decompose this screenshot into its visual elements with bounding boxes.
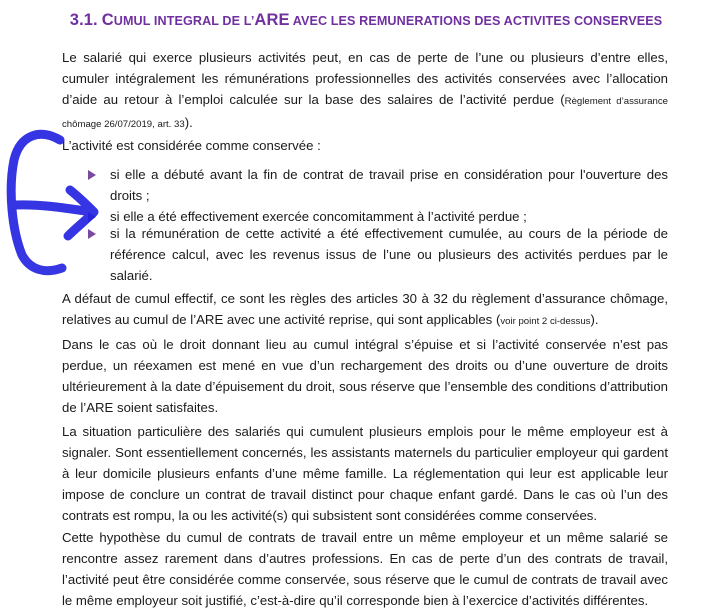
- section-title-part: UMUL INTEGRAL DE L’: [113, 14, 255, 28]
- bullet-arrow-icon: [88, 229, 96, 239]
- bracket-stroke: [11, 134, 62, 270]
- paragraph-6: Cette hypothèse du cumul de contrats de travail entre un même employeur et un même salarié se rencontre assez rarement dans d’autres professions. En cas de perte d’un des contrats de travail, l’activité peut être considérée comme conservée, sous réserve que le cumul de contrats de travail avec le même employeur soit justifié, c’est-à-dire qu’il corresponde bien à l’exercice d’activités différentes.: [62, 530, 668, 608]
- paragraph-3-reference: voir point 2 ci-dessus: [500, 316, 591, 327]
- section-title-part: AVEC LES REMUNERATIONS DES ACTIVITES CONSERVEES: [289, 14, 663, 28]
- paragraph-3-text: A défaut de cumul effectif, ce sont les règles des articles 30 à 32 du règlement d’assurance chômage, relatives au cumul de l’ARE avec une activité reprise, qui sont applicables (: [62, 291, 668, 327]
- paragraph-1: [62, 47, 668, 135]
- bullet-item-1: [88, 164, 668, 206]
- section-title-part: C: [101, 11, 114, 29]
- paragraph-1-reference: Règlement d’assurance chômage 26/07/2019, art. 33: [62, 96, 668, 130]
- paragraph-3: [62, 288, 668, 332]
- bullet-item-3-text: si la rémunération de cette activité a été effectivement cumulée, au cours de la période de référence calcul, avec les revenus issus de l’une ou plusieurs des activités perdues par le salarié.: [110, 226, 668, 283]
- paragraph-5: La situation particulière des salariés qui cumulent plusieurs emplois pour le même employeur est à signaler. Sont essentiellement concernés, les assistants maternels du particulier employeur qui gardent à leur domicile plusieurs enfants d’une même famille. La réglementation qui leur est applicable leur impose de conclure un contrat de travail distinct pour chaque enfant gardé. Dans le cas où l’un des contrats est rompu, la ou les activité(s) qui subsistent sont considérées comme conservées.: [62, 424, 668, 523]
- section-title: [102, 12, 662, 29]
- bullet-item-2-text: si elle a été effectivement exercée concomitamment à l’activité perdue ;: [110, 209, 527, 224]
- bullet-item-1-text: si elle a débuté avant la fin de contrat de travail prise en considération pour l'ouverture des droits ;: [110, 167, 668, 203]
- section-heading: [66, 11, 666, 30]
- bullet-arrow-icon: [88, 212, 96, 222]
- paragraph-1-text: Le salarié qui exerce plusieurs activités peut, en cas de perte de l’une ou plusieurs d’entre elles, cumuler intégralement les rémunérations professionnelles des activités conservées avec l’allocation d’aide au retour à l’emploi calculée sur la base des salaires de l’activité perdue (: [62, 50, 668, 107]
- paragraph-1-end: ).: [184, 115, 193, 130]
- paragraph-4: Dans le cas où le droit donnant lieu au cumul intégral s’épuise et si l’activité conservée n’est pas perdue, un réexamen est mené en vue d’un rechargement des droits ou d’une ouverture de droits ultérieurement à la date d’épuisement du droit, sous réserve que l’ensemble des conditions d’attribution de l’ARE soient satisfaites.: [62, 337, 668, 415]
- bullet-arrow-icon: [88, 170, 96, 180]
- paragraph-3-end: ).: [590, 312, 599, 327]
- bullet-item-3: [88, 223, 668, 286]
- section-title-part: ARE: [254, 11, 290, 29]
- arrow-shaft-stroke: [16, 205, 92, 212]
- paragraph-2: L’activité est considérée comme conservée :: [62, 138, 321, 153]
- section-number: 3.1.: [69, 11, 98, 29]
